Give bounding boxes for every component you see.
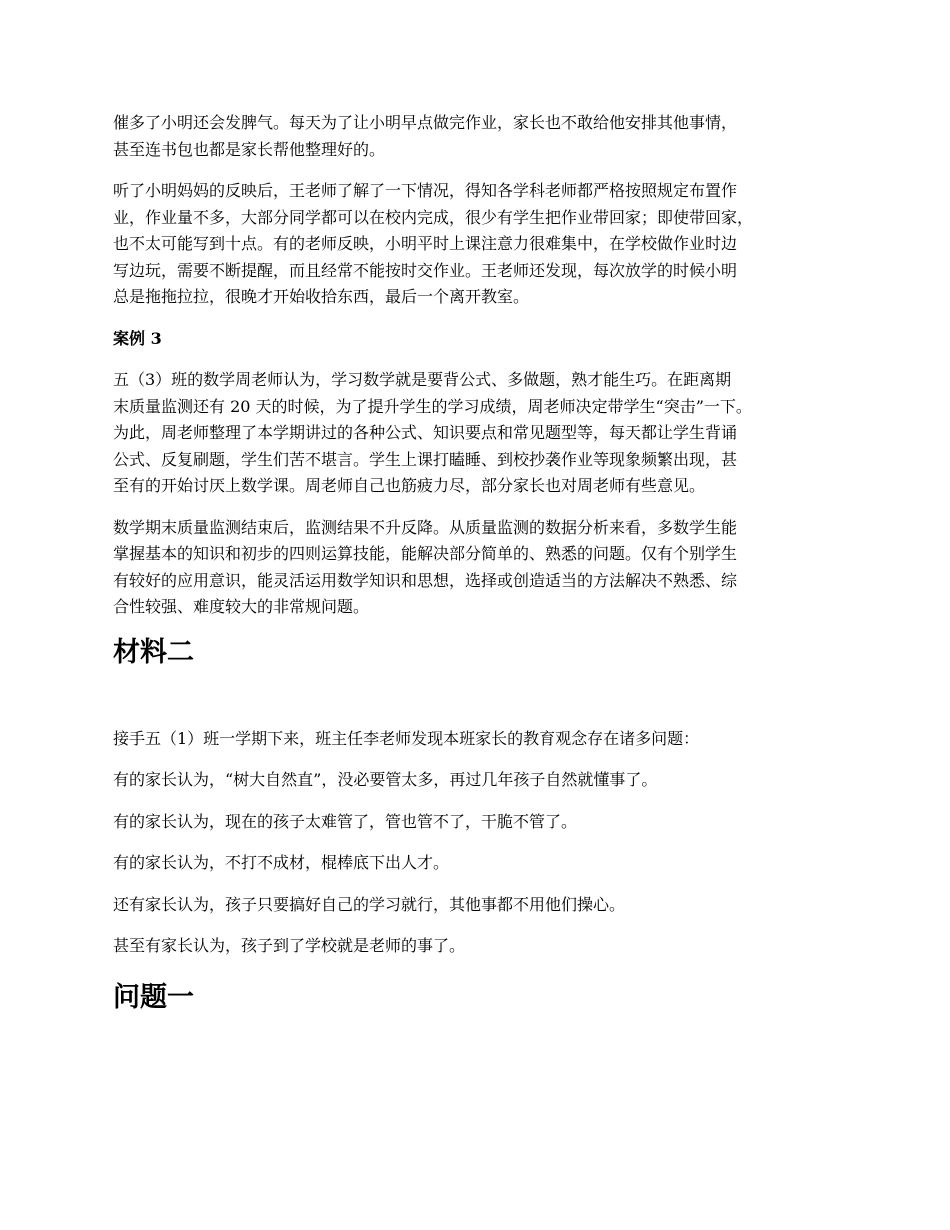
paragraph-homework-parent	[113, 110, 848, 163]
text-line: 末质量监测还有 20 天的时候，为了提升学生的学习成绩，周老师决定带学生“突击”一下。	[113, 396, 752, 416]
text-line: 也不太可能写到十点。有的老师反映，小明平时上课注意力很难集中，在学校做作业时边	[113, 234, 738, 253]
paragraph-teacher-investigation	[113, 178, 848, 311]
paragraph-math-teacher	[113, 367, 848, 500]
text-line: 数学期末质量监测结束后，监测结果不升反降。从质量监测的数据分析来看，多数学生能	[113, 517, 738, 537]
text-line: 听了小明妈妈的反映后，王老师了解了一下情况，得知各学科老师都严格按照规定布置作	[113, 181, 738, 200]
text-line: 掌握基本的知识和初步的四则运算技能，能解决部分简单的、熟悉的问题。仅有个别学生	[113, 544, 738, 563]
document-page	[113, 110, 848, 1016]
text-line: 至有的开始讨厌上数学课。周老师自己也筋疲力尽，部分家长也对周老师有些意见。	[113, 476, 706, 495]
text-line: 五（3）班的数学周老师认为，学习数学就是要背公式、多做题，熟才能生巧。在距离期	[113, 370, 732, 389]
heading-material-2: 材料二	[113, 636, 194, 668]
text-line: 催多了小明还会发脾气。每天为了让小明早点做完作业，家长也不敢给他安排其他事情，	[113, 113, 738, 132]
paragraph-parent-view-2: 有的家长认为，现在的孩子太难管了，管也管不了，干脆不管了。	[113, 811, 578, 831]
paragraph-parent-view-3: 有的家长认为，不打不成材，棍棒底下出人才。	[113, 853, 450, 872]
paragraph-parent-view-4: 还有家长认为，孩子只要搞好自己的学习就行，其他事都不用他们操心。	[113, 894, 626, 914]
text-line: 合性较强、难度较大的非常规问题。	[113, 597, 370, 616]
paragraph-parent-issues-intro: 接手五（1）班一学期下来，班主任李老师发现本班家长的教育观念存在诸多问题：	[113, 728, 700, 748]
text-line: 写边玩，需要不断提醒，而且经常不能按时交作业。王老师还发现，每次放学的时候小明	[113, 260, 738, 280]
text-line: 甚至连书包也都是家长帮他整理好的。	[113, 139, 386, 159]
text-line: 业，作业量不多，大部分同学都可以在校内完成，很少有学生把作业带回家；即使带回家，	[113, 207, 754, 227]
text-line: 公式、反复刷题，学生们苦不堪言。学生上课打瞌睡、到校抄袭作业等现象频繁出现，甚	[113, 449, 738, 469]
paragraph-parent-view-5: 甚至有家长认为，孩子到了学校就是老师的事了。	[113, 936, 466, 955]
paragraph-parent-view-1: 有的家长认为，“树大自然直”，没必要管太多，再过几年孩子自然就懂事了。	[113, 770, 658, 789]
text-line: 为此，周老师整理了本学期讲过的各种公式、知识要点和常见题型等，每天都让学生背诵	[113, 423, 738, 442]
heading-question-1: 问题一	[113, 981, 194, 1013]
text-line: 有较好的应用意识，能灵活运用数学知识和思想，选择或创造适当的方法解决不熟悉、综	[113, 570, 738, 590]
paragraph-exam-results	[113, 515, 848, 621]
case-3-label: 案例 3	[113, 328, 162, 348]
text-line: 总是拖拖拉拉，很晚才开始收拾东西，最后一个离开教室。	[113, 287, 530, 306]
